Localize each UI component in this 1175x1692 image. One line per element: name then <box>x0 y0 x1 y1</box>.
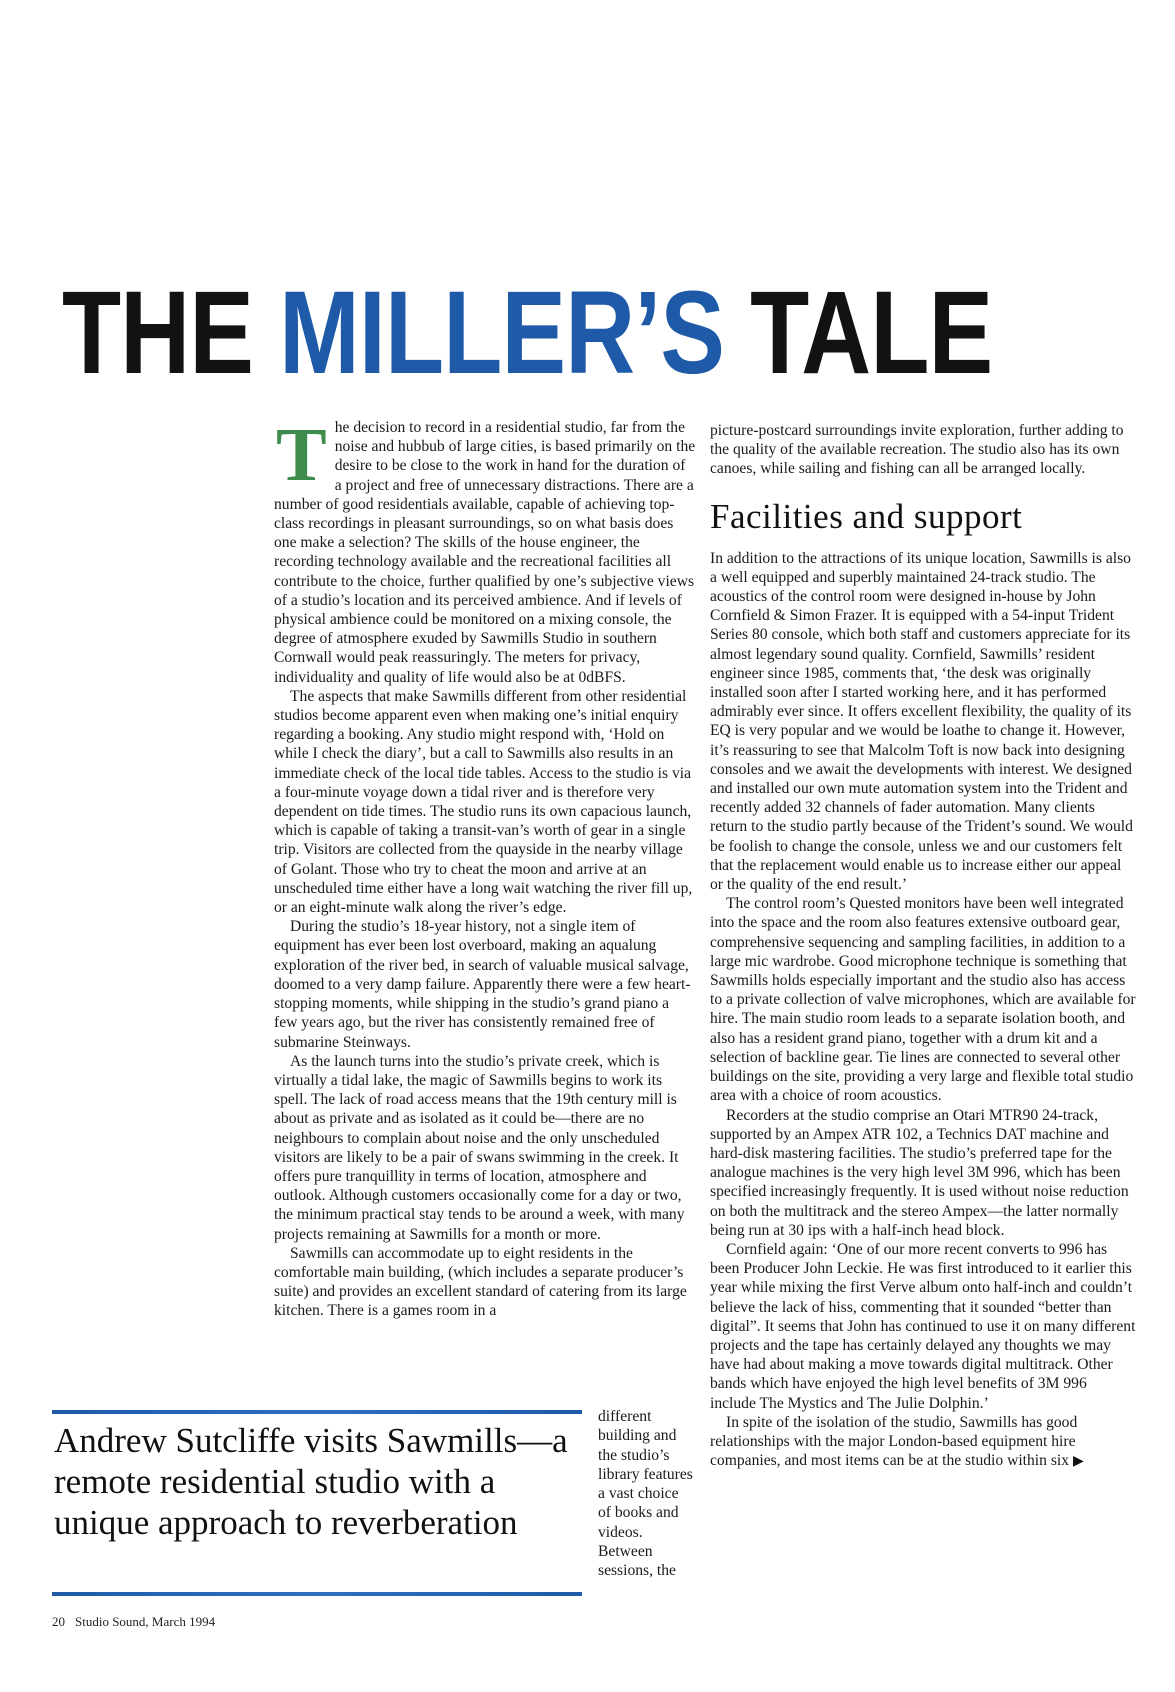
continue-arrow-icon: ▶ <box>1072 1454 1084 1470</box>
article-headline <box>62 258 993 408</box>
article-paragraph: picture-postcard surroundings invite exploration, further adding to the quality of the available recreation. The studio also has its own canoes, while sailing and fishing can all be arranged locally. <box>710 422 1124 478</box>
article-paragraph: Cornfield again: ‘One of our more recent converts to 996 has been Producer John Leckie. He was first introduced to it earlier this year while mixing the first Verve album onto half-inch and couldn’t believe the lack of hiss, commenting that it sounded “better than digital”. It seems that John has continued to use it on many different projects and the tape has certainly delayed any thoughts we may have had about making a move towards digital multitrack. Other bands which have enjoyed the high level benefits of 3M 996 include The Mystics and The Julie Dolphin.’ <box>710 1240 1136 1412</box>
article-paragraph: Sawmills can accommodate up to eight residents in the comfortable main building, (which includes a separate producer’s suite) and provides an excellent standard of catering from its large kitchen. There is a games room in a <box>274 1244 687 1320</box>
article-paragraph <box>274 413 696 687</box>
article-paragraph: In addition to the attractions of its unique location, Sawmills is also a well equipped and superbly maintained 24-track studio. The acoustics of the control room were designed in-house by John Cornfield & Simon Frazer. It is equipped with a 54-input Trident Series 80 console, which both staff and customers appreciate for its almost legendary sound quality. Cornfield, Sawmills’ resident engineer since 1985, comments that, ‘the desk was originally installed soon after I started working here, and it has performed admirably ever since. It offers excellent flexibility, the quality of its EQ is very popular and we would be loathe to change it. However, it’s reassuring to see that Malcolm Toft is now back into designing consoles and we await the developments with interest. We designed and installed our own mute automation system into the Trident and recently added 32 channels of fader automation. Many clients return to the studio partly because of the Trident’s sound. We would be foolish to change the console, unless we and our customers felt that the replacement would enable us to increase either our appeal or the quality of the end result.’ <box>710 549 1133 894</box>
headline-word-millers: MILLER’S <box>279 267 725 399</box>
page-footer <box>52 1612 452 1632</box>
standfirst-top-rule <box>52 1410 582 1414</box>
paragraph-text: In spite of the isolation of the studio, Sawmills has good relationships with the major London-based equipment hire companies, and most items can be at the studio within six <box>710 1413 1078 1470</box>
article-column-2 <box>710 421 1136 1606</box>
drop-cap: T <box>276 413 327 497</box>
standfirst: Andrew Sutcliffe visits Sawmills—a remote residential studio with a unique approach to reverberation <box>54 1421 568 1542</box>
article-paragraph: The control room’s Quested monitors have been well integrated into the space and the room also features extensive outboard gear, comprehensive sequencing and sampling facilities, in addition to a large mic wardrobe. Good microphone technique is something that Sawmills holds especially important and the studio also has access to a private collection of valve microphones, which are available for hire. The main studio room leads to a separate isolation booth, and also has a resident grand piano, together with a drum kit and a selection of backline gear. Tie lines are connected to several other buildings on the site, providing a very large and flexible total studio area with a choice of room acoustics. <box>710 895 1136 1105</box>
article-paragraph: Recorders at the studio comprise an Otari MTR90 24-track, supported by an Ampex ATR 102, a Technics DAT machine and hard-disk mastering facilities. The studio’s preferred tape for the analogue machines is the very high level 3M 996, which has been specified increasingly frequently. It is used without noise reduction on both the multitrack and the stereo Ampex—the latter normally being run at 30 ips with a half-inch head block. <box>710 1106 1129 1239</box>
page-number: 20 <box>52 1614 65 1629</box>
article-paragraph: The aspects that make Sawmills different from other residential studios become apparent even when making one’s initial enquiry regarding a booking. Any studio might respond with, ‘Hold on while I check the diary’, but a call to Sawmills also results in an immediate check of the local tide tables. Access to the studio is via a four-minute voyage down a tidal river and is therefore very dependent on tide times. The studio runs its own capacious launch, which is capable of taking a transit-van’s worth of gear in a single trip. Visitors are collected from the quayside in the nearby village of Golant. Those who try to cheat the moon and arrive at an unscheduled time either have a long wait watching the river fill up, or an eight-minute walk along the river’s edge. <box>274 687 693 917</box>
article-column-1-continuation <box>598 1407 694 1607</box>
paragraph-text: he decision to record in a residential studio, far from the noise and hubbub of large cities, is based primarily on the desire to be close to the work in hand for the duration of a project and free of unnecessary distractions. There are a number of good residentials available, capable of achieving top-class recordings in pleasant surroundings, so on what basis does one make a selection? The skills of the house engineer, the recording technology available and the recreational facilities all contribute to the choice, further qualified by one’s subjective views of a studio’s location and its perceived ambience. And if levels of physical ambience could be monitored on a mixing console, the degree of atmosphere exuded by Sawmills Studio in southern Cornwall would peak reassuringly. The meters for privacy, individuality and quality of life would also be at 0dBFS. <box>274 419 696 686</box>
headline-word-tale: TALE <box>750 267 993 399</box>
article-column-1 <box>274 413 696 1418</box>
headline-word-the: THE <box>62 267 254 399</box>
article-paragraph: As the launch turns into the studio’s private creek, which is virtually a tidal lake, the magic of Sawmills begins to work its spell. The lack of road access means that the 19th century mill is about as private and as isolated as it could be—there are no neighbours to complain about noise and the only unscheduled visitors are likely to be a pair of swans swimming in the creek. It offers pure tranquillity in terms of location, atmosphere and outlook. Although customers occasionally come for a day or two, the minimum practical stay tends to be around a week, with many projects remaining at Sawmills for a month or more. <box>274 1052 685 1243</box>
section-subhead: Facilities and support <box>710 496 1023 536</box>
article-paragraph: different building and the studio’s library features a vast choice of books and videos. Between sessions, the <box>598 1408 693 1580</box>
article-paragraph: During the studio’s 18-year history, not a single item of equipment has ever been lost overboard, making an aqualung exploration of the river bed, in search of valuable musical salvage, doomed to a very damp failure. Apparently there were a few heart-stopping moments, while shipping in the studio’s grand piano a few years ago, but the river has consistently remained free of submarine Steinways. <box>274 918 691 1051</box>
standfirst-bottom-rule <box>52 1592 582 1596</box>
article-paragraph <box>710 1413 1136 1472</box>
publication-credit: Studio Sound, March 1994 <box>75 1614 216 1629</box>
